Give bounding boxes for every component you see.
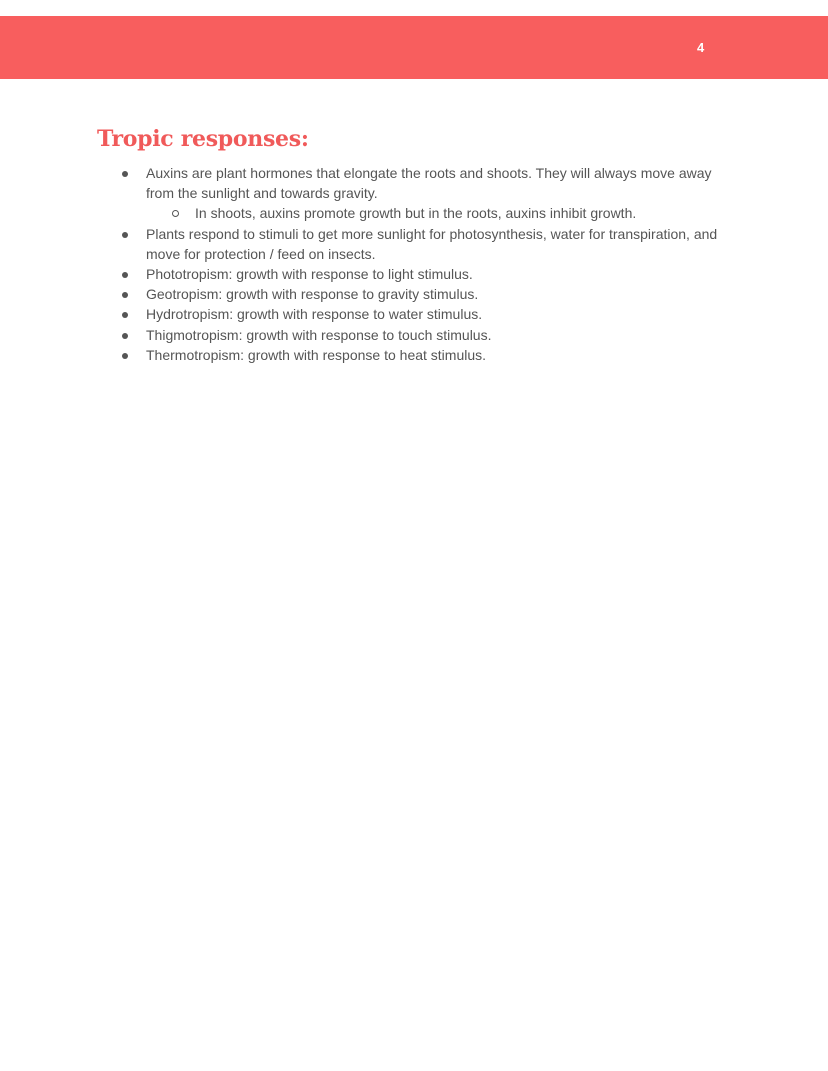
sub-list-item-text: In shoots, auxins promote growth but in the roots, auxins inhibit growth. <box>195 205 637 222</box>
list-item-text: Plants respond to stimuli to get more sunlight for photosynthesis, water for transpiration, and move for protection / feed on insects. <box>146 225 718 262</box>
list-item <box>0 224 828 264</box>
list-item-text: Geotropism: growth with response to gravity stimulus. <box>146 286 479 303</box>
bullet-list <box>0 163 828 365</box>
list-item-text: Hydrotropism: growth with response to water stimulus. <box>146 306 483 323</box>
list-item <box>0 345 828 365</box>
bullet-dot-icon <box>122 171 128 177</box>
list-item-text: Thigmotropism: growth with response to touch stimulus. <box>146 326 492 343</box>
page-number: 4 <box>697 40 705 55</box>
list-item <box>0 264 828 284</box>
list-item <box>0 163 828 203</box>
bullet-circle-icon <box>172 210 179 217</box>
bullet-dot-icon <box>122 333 128 339</box>
bullet-dot-icon <box>122 272 128 278</box>
bullet-dot-icon <box>122 292 128 298</box>
list-item-text: Phototropism: growth with response to light stimulus. <box>146 266 473 283</box>
bullet-dot-icon <box>122 353 128 359</box>
sub-list-item <box>0 203 828 223</box>
bullet-dot-icon <box>122 232 128 238</box>
bullet-dot-icon <box>122 312 128 318</box>
list-item-text: Auxins are plant hormones that elongate the roots and shoots. They will always move away from the sunlight and towards gravity. <box>146 165 712 202</box>
list-item-text: Thermotropism: growth with response to heat stimulus. <box>146 346 487 363</box>
list-item <box>0 284 828 304</box>
section-heading: Tropic responses: <box>97 126 309 152</box>
list-item <box>0 304 828 324</box>
list-item <box>0 325 828 345</box>
